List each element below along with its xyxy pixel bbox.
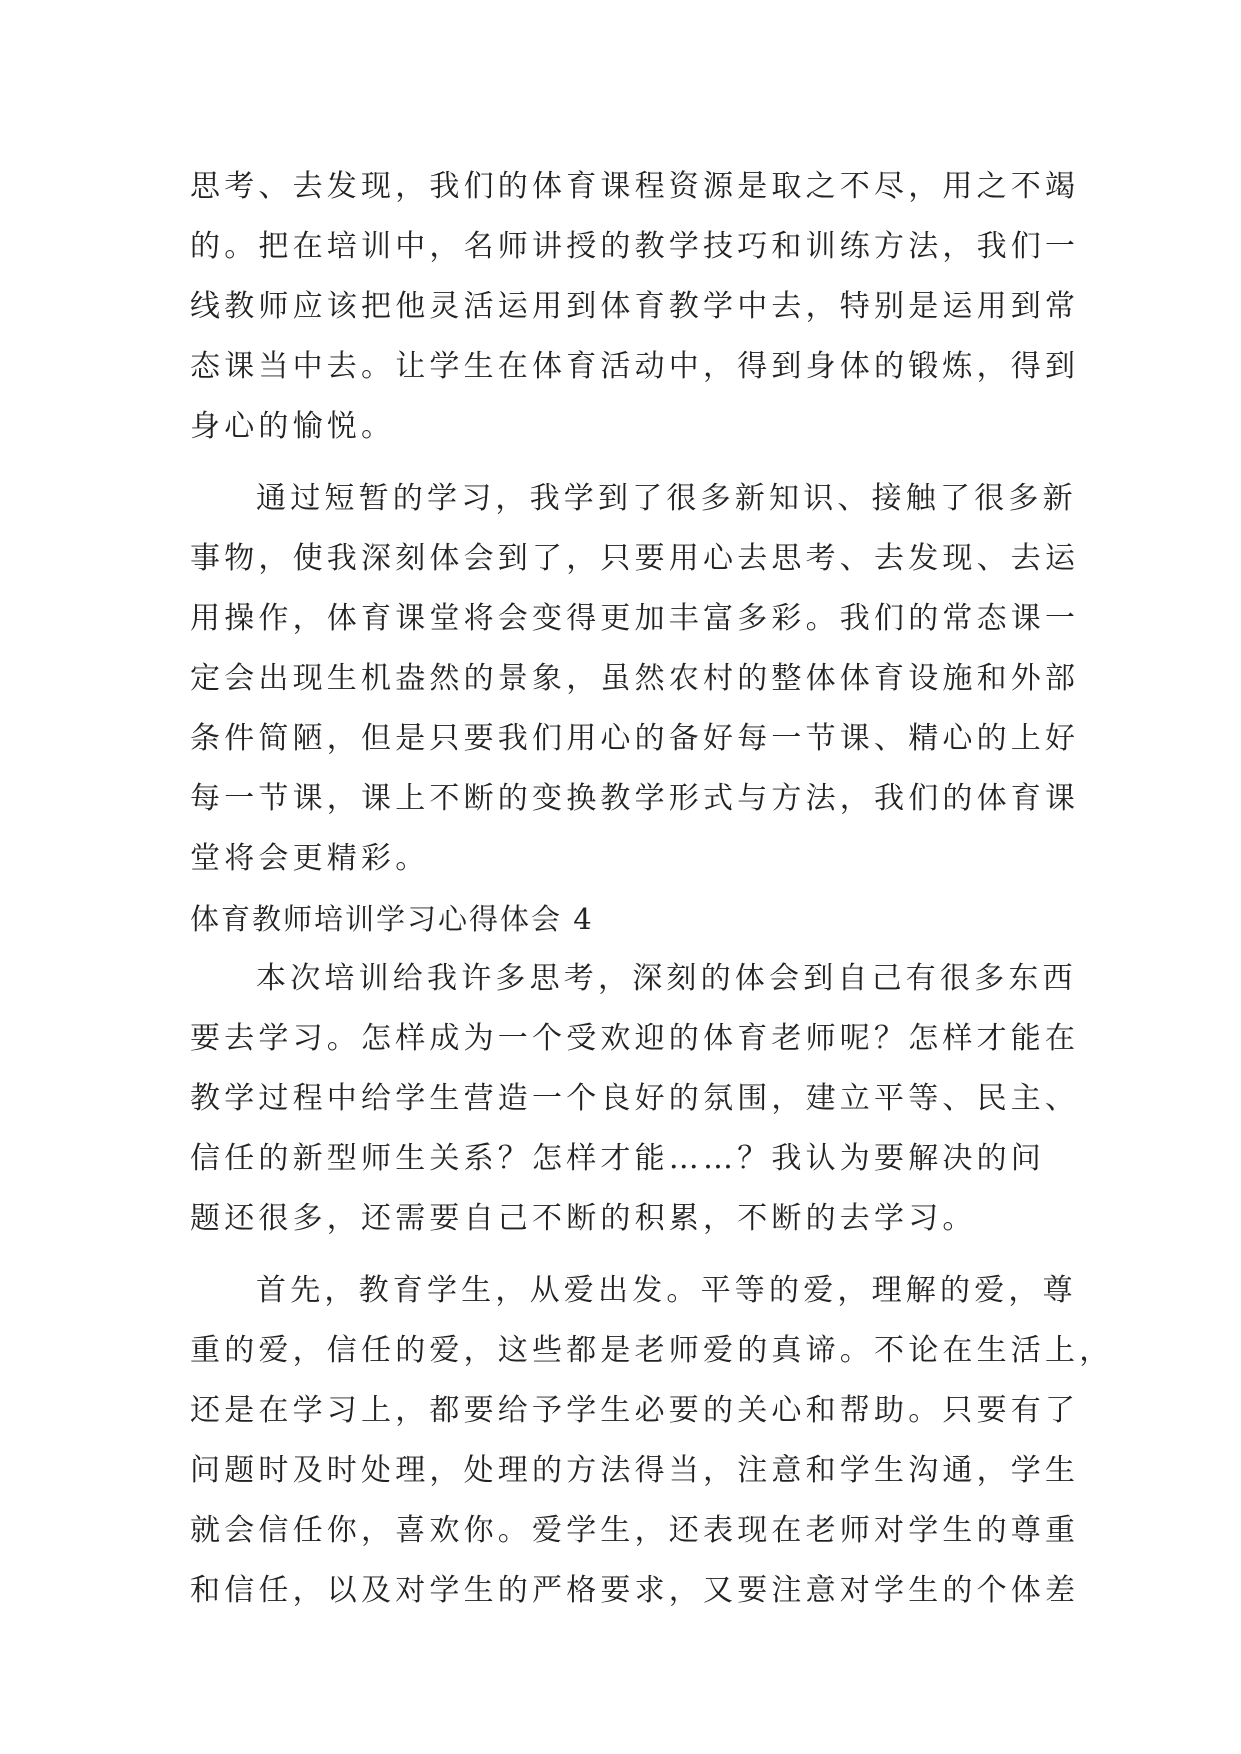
text-line: 条件简陋，但是只要我们用心的备好每一节课、精心的上好 xyxy=(190,721,1080,756)
section-heading: 体育教师培训学习心得体会 4 xyxy=(190,902,594,936)
paragraph-spacing xyxy=(190,457,1050,469)
text-line: 教学过程中给学生营造一个良好的氛围，建立平等、民主、 xyxy=(190,1081,1080,1116)
text-line: 的。把在培训中，名师讲授的教学技巧和训练方法，我们一 xyxy=(190,229,1080,264)
text-line: 信任的新型师生关系？怎样才能……？我认为要解决的问 xyxy=(190,1141,1045,1176)
text-line: 本次培训给我许多思考，深刻的体会到自己有很多东西 xyxy=(256,961,1077,996)
text-line: 重的爱，信任的爱，这些都是老师爱的真谛。不论在生活上， xyxy=(190,1333,1114,1368)
text-line: 就会信任你，喜欢你。爱学生，还表现在老师对学生的尊重 xyxy=(190,1513,1080,1548)
text-line: 思考、去发现，我们的体育课程资源是取之不尽，用之不竭 xyxy=(190,169,1080,204)
text-line: 和信任，以及对学生的严格要求，又要注意对学生的个体差 xyxy=(190,1573,1080,1608)
text-line: 事物，使我深刻体会到了，只要用心去思考、去发现、去运 xyxy=(190,541,1080,576)
text-line: 要去学习。怎样成为一个受欢迎的体育老师呢？怎样才能在 xyxy=(190,1021,1080,1056)
document-body xyxy=(190,157,1114,1621)
text-line: 问题时及时处理，处理的方法得当，注意和学生沟通，学生 xyxy=(190,1453,1080,1488)
text-line: 身心的愉悦。 xyxy=(190,409,396,444)
paragraph xyxy=(190,949,1080,1249)
text-line: 题还很多，还需要自己不断的积累，不断的去学习。 xyxy=(190,1201,977,1236)
text-line: 态课当中去。让学生在体育活动中，得到身体的锻炼，得到 xyxy=(190,349,1080,384)
text-line: 用操作，体育课堂将会变得更加丰富多彩。我们的常态课一 xyxy=(190,601,1080,636)
paragraph xyxy=(190,157,1080,457)
paragraph xyxy=(190,469,1080,889)
text-line: 线教师应该把他灵活运用到体育教学中去，特别是运用到常 xyxy=(190,289,1080,324)
paragraph-spacing xyxy=(190,1249,1050,1261)
text-line: 每一节课，课上不断的变换教学形式与方法，我们的体育课 xyxy=(190,781,1080,816)
text-line: 首先，教育学生，从爱出发。平等的爱，理解的爱，尊 xyxy=(256,1273,1077,1308)
paragraph xyxy=(190,1261,1114,1621)
text-line: 定会出现生机盎然的景象，虽然农村的整体体育设施和外部 xyxy=(190,661,1080,696)
text-line: 还是在学习上，都要给予学生必要的关心和帮助。只要有了 xyxy=(190,1393,1080,1428)
text-line: 堂将会更精彩。 xyxy=(190,841,430,876)
text-line: 通过短暂的学习，我学到了很多新知识、接触了很多新 xyxy=(256,481,1077,516)
